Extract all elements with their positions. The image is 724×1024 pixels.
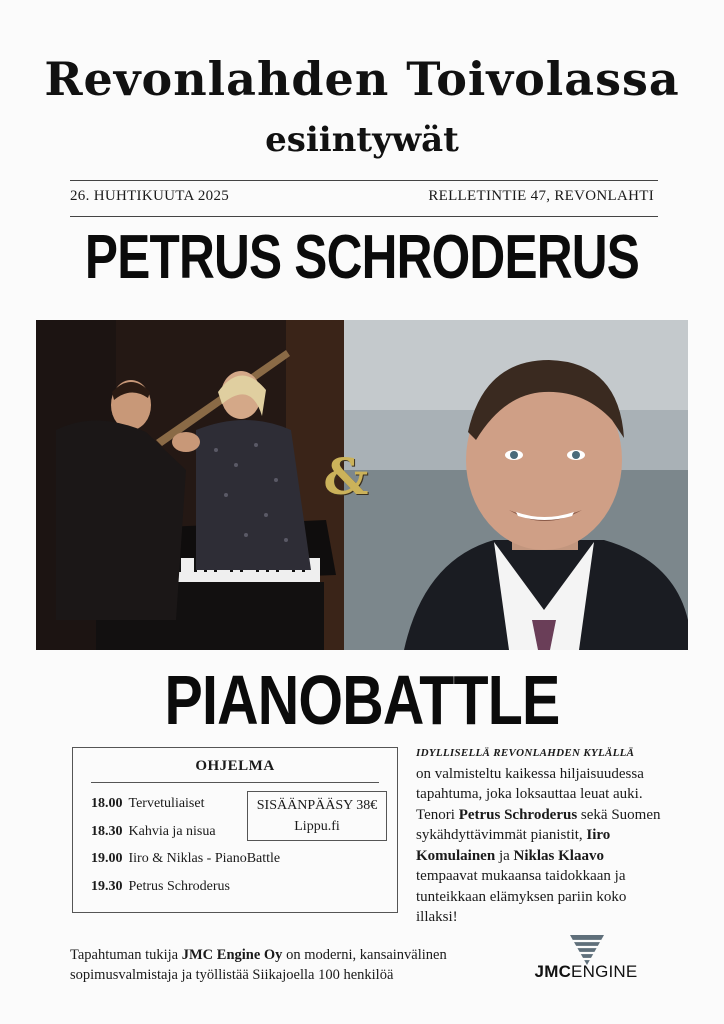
ticket-vendor: Lippu.fi [294,819,340,834]
description-lead: IDYLLISELLÄ REVONLAHDEN KYLÄLLÄ [416,747,635,759]
sponsor-prefix: Tapahtuman tukija [70,947,179,963]
pianists-illustration [36,320,344,650]
poster-title: Revonlahden Toivolassa [44,52,680,106]
ampersand: & [323,447,369,506]
ticket-price: SISÄÄNPÄÄSY 38€ [256,798,378,813]
program-item [91,796,205,812]
program-item [91,824,216,840]
program-rule [91,782,379,783]
event-headline: PIANOBATTLE [164,661,560,739]
sponsor-note [70,945,490,985]
logo-part-jmc: JMC [534,962,572,981]
program-time: 18.00 [91,796,123,811]
event-description [416,742,666,928]
tenor-name: Petrus Schroderus [458,806,578,823]
program-box [72,747,398,913]
program-label: Petrus Schroderus [128,879,230,894]
performer-headline: PETRUS SCHRODERUS [84,223,640,292]
poster-subtitle: esiintywät [265,120,459,160]
bottom-rule [70,216,658,217]
program-time: 19.00 [91,851,123,866]
sponsor-company: JMC Engine Oy [181,947,283,963]
program-title: OHJELMA [195,758,275,774]
event-date: 26. HUHTIKUUTA 2025 [70,188,230,204]
sponsor-text: on moderni, kansainvälinen sopimusvalmistaja ja työllistää Siikajoella 100 henkilöä [70,947,447,983]
pianists-photo [36,320,344,650]
description-text-1: on valmisteltu kaikessa hiljaisuudessa tapahtuma, joka loksauttaa leuat auki. Tenori [416,765,644,823]
top-rule [70,180,658,181]
pianist-name-2: Niklas Klaavo [513,847,604,864]
jmc-logo-icon [570,935,604,965]
event-address: RELLETINTIE 47, REVONLAHTI [428,188,654,204]
description-text-4: tempaavat mukaansa taidokkaan ja tunteikkaan elämyksen pariin koko illaksi! [416,868,627,925]
program-item [91,879,230,895]
program-time: 18.30 [91,824,123,839]
program-time: 19.30 [91,879,123,894]
description-text-2: sekä Suomen sykähdyttävimmät pianistit, [416,806,661,843]
jmc-logo-wordmark [512,962,660,982]
program-label: Kahvia ja nisua [128,824,216,839]
description-text-3: ja [498,847,510,864]
tenor-illustration [344,320,688,650]
tenor-portrait [344,320,688,650]
program-label: Iiro & Niklas - PianoBattle [128,851,281,866]
program-label: Tervetuliaiset [128,796,205,811]
pianist-name-1: Iiro Komulainen [416,827,611,864]
logo-part-engine: ENGINE [571,962,638,981]
program-item [91,851,280,867]
ticket-box [247,791,387,841]
